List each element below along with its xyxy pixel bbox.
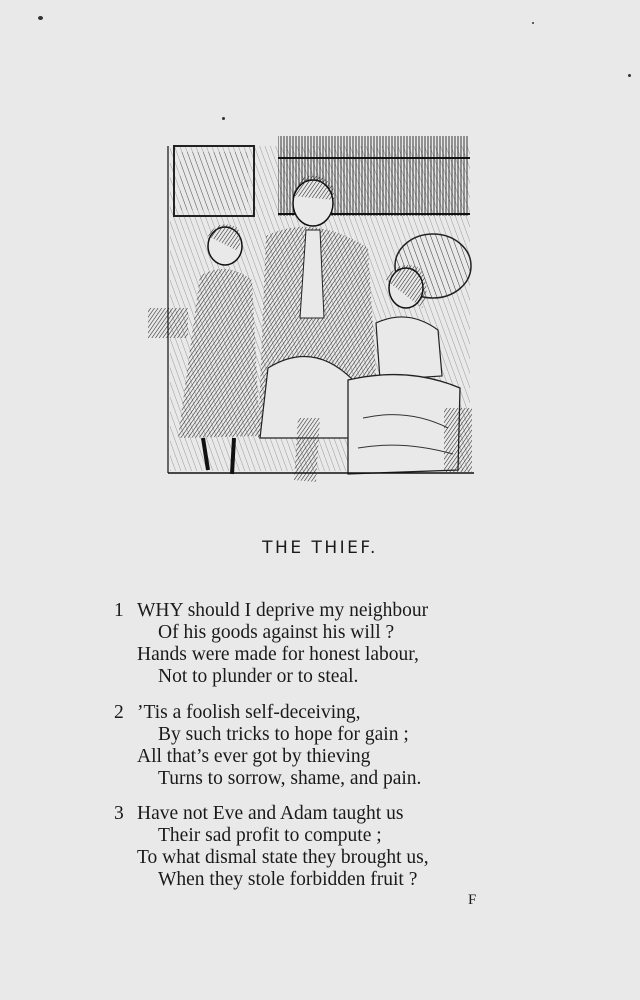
verse-line: ’Tis a foolish self-deceiving, (137, 702, 361, 723)
verse-line: When they stole forbidden fruit ? (158, 869, 418, 890)
verse-line: Not to plunder or to steal. (158, 666, 359, 687)
signature-mark: F (468, 892, 477, 908)
verse-line: Their sad profit to compute ; (158, 825, 382, 846)
poem-title: THE THIEF. (262, 538, 378, 558)
verse-line: All that’s ever got by thieving (137, 746, 371, 767)
verse-line: Of his goods against his will ? (158, 622, 395, 643)
verse-line: Hands were made for honest labour, (137, 644, 419, 665)
engraving-illustration (148, 118, 476, 490)
ink-speck (532, 22, 534, 24)
stanza-number: 1 (114, 600, 124, 621)
verse-line: WHY should I deprive my neighbour (137, 600, 429, 621)
stanza-number: 3 (114, 803, 124, 824)
ink-speck (38, 16, 43, 20)
stanza-number: 2 (114, 702, 124, 723)
verse-line: To what dismal state they brought us, (137, 847, 429, 868)
verse-line: Turns to sorrow, shame, and pain. (158, 768, 422, 789)
verse-line: By such tricks to hope for gain ; (158, 724, 409, 745)
ink-speck (628, 74, 631, 77)
verse-line: Have not Eve and Adam taught us (137, 803, 404, 824)
